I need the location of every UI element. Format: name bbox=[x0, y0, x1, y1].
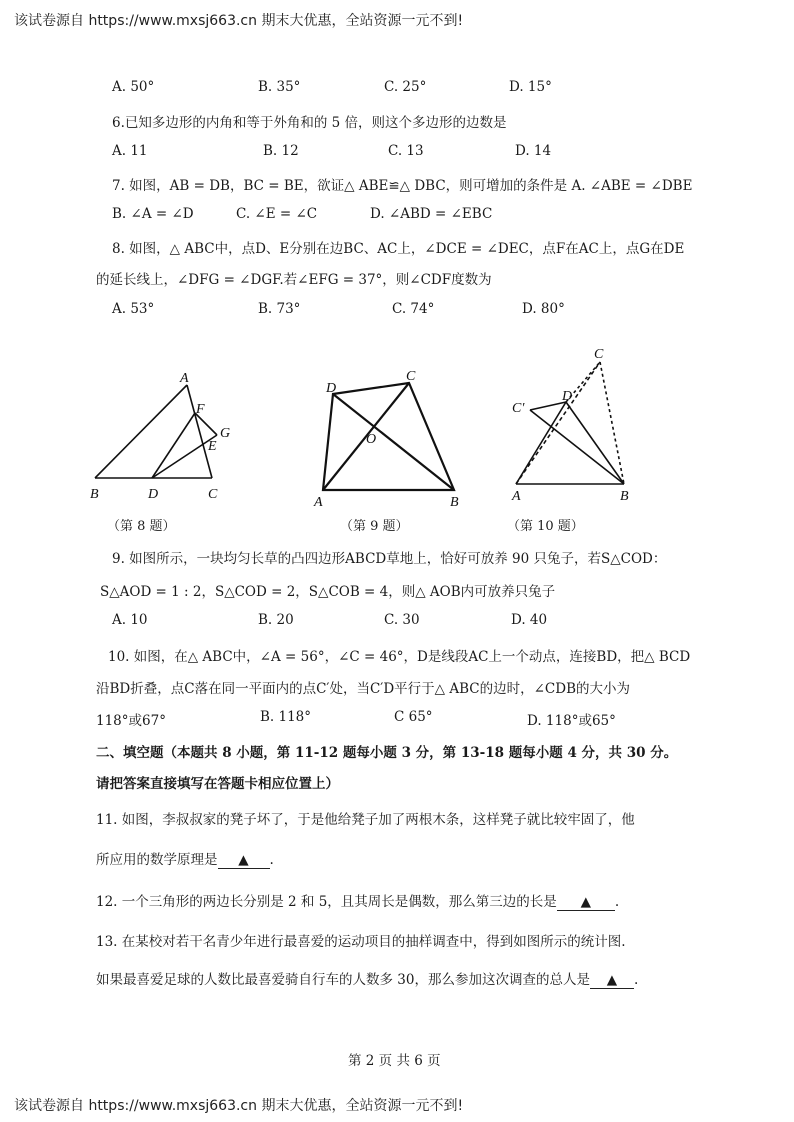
q7-option-c: C. ∠E = ∠C bbox=[236, 206, 318, 222]
question-6-text: 6.已知多边形的内角和等于外角和的 5 倍，则这个多边形的边数是 bbox=[112, 115, 507, 131]
q9-option-b: B. 20 bbox=[258, 612, 294, 628]
fig8-label-f: F bbox=[196, 402, 205, 417]
q6-option-c: C. 13 bbox=[388, 143, 424, 159]
question-12: 12. 一个三角形的两边长分别是 2 和 5，且其周长是偶数，那么第三边的长是 ▲ . bbox=[96, 894, 620, 910]
fig9-label-a: A bbox=[314, 495, 323, 510]
fig9-label-d: D bbox=[326, 381, 337, 396]
watermark-top: 该试卷源自 https://www.mxsj663.cn 期末大优惠，全站资源一元不到! bbox=[14, 13, 464, 29]
question-9-line1: 9. 如图所示，一块均匀长草的凸四边形ABCD草地上，恰好可放养 90 只兔子，若S△COD： bbox=[112, 551, 667, 567]
fig10-label-c-prime: C′ bbox=[512, 401, 525, 416]
q10-option-c: C 65° bbox=[394, 709, 433, 725]
question-10-line1: 10. 如图，在△ ABC中，∠A = 56°，∠C = 46°，D是线段AC上一个动点，连接BD，把△ BCD bbox=[108, 649, 691, 665]
section-2-instruction: 请把答案直接填写在答题卡相应位置上） bbox=[96, 776, 339, 792]
question-11-line1: 11. 如图，李叔叔家的凳子坏了，于是他给凳子加了两根木条，这样凳子就比较牢固了，他 bbox=[96, 812, 635, 828]
question-9-line2: S△AOD = 1 : 2，S△COD = 2，S△COB = 4，则△ AOB内可放养只兔子 bbox=[100, 584, 556, 600]
question-13-text: 如果最喜爱足球的人数比最喜爱骑自行车的人数多 30，那么参加这次调查的总人是 bbox=[96, 972, 590, 988]
q5-option-d: D. 15° bbox=[509, 79, 552, 95]
q10-option-b: B. 118° bbox=[260, 709, 312, 725]
fig8-label-d: D bbox=[148, 487, 159, 502]
question-8-line2: 的延长线上，∠DFG = ∠DGF.若∠EFG = 37°，则∠CDF度数为 bbox=[96, 272, 492, 288]
fig8-label-b: B bbox=[90, 487, 99, 502]
question-13-line2: 如果最喜爱足球的人数比最喜爱骑自行车的人数多 30，那么参加这次调查的总人是 ▲ . bbox=[96, 972, 639, 988]
q5-option-a: A. 50° bbox=[112, 79, 155, 95]
q6-option-b: B. 12 bbox=[263, 143, 299, 159]
fig8-label-e: E bbox=[208, 439, 217, 454]
q10-option-d: D. 118°或65° bbox=[527, 713, 616, 729]
q10-option-a: 118°或67° bbox=[96, 713, 166, 729]
q8-option-b: B. 73° bbox=[258, 301, 301, 317]
q6-option-a: A. 11 bbox=[112, 143, 148, 159]
fig9-label-o: O bbox=[366, 432, 377, 447]
fig9-label-b: B bbox=[450, 495, 459, 510]
fig8-label-c: C bbox=[208, 487, 218, 502]
q7-option-b: B. ∠A = ∠D bbox=[112, 206, 194, 222]
fig8-label-a: A bbox=[180, 371, 189, 386]
q5-option-b: B. 35° bbox=[258, 79, 301, 95]
figure-9-caption: （第 9 题） bbox=[340, 519, 409, 534]
q5-option-c: C. 25° bbox=[384, 79, 427, 95]
q11-answer-blank[interactable]: ▲ bbox=[218, 852, 270, 869]
fig8-label-g: G bbox=[220, 426, 231, 441]
fig10-label-b: B bbox=[620, 489, 629, 504]
figure-9 bbox=[308, 368, 478, 513]
q9-option-c: C. 30 bbox=[384, 612, 420, 628]
section-2-heading: 二、填空题（本题共 8 小题，第 11-12 题每小题 3 分，第 13-18 题每小题 4 分，共 30 分。 bbox=[96, 745, 678, 761]
figure-10 bbox=[500, 342, 650, 512]
q6-option-d: D. 14 bbox=[515, 143, 552, 159]
fig9-label-c: C bbox=[406, 369, 416, 384]
q9-option-a: A. 10 bbox=[112, 612, 148, 628]
fig10-label-a: A bbox=[512, 489, 521, 504]
fig10-label-c: C bbox=[594, 347, 604, 362]
figure-8-caption: （第 8 题） bbox=[107, 519, 176, 534]
watermark-bottom: 该试卷源自 https://www.mxsj663.cn 期末大优惠，全站资源一元不到! bbox=[14, 1098, 464, 1114]
figure-10-caption: （第 10 题） bbox=[507, 519, 584, 534]
figure-8 bbox=[80, 365, 250, 515]
q13-answer-blank[interactable]: ▲ bbox=[590, 972, 634, 989]
page-footer: 第 2 页 共 6 页 bbox=[348, 1053, 441, 1069]
question-11-line2: 所应用的数学原理是 ▲ . bbox=[96, 852, 274, 868]
question-12-text: 12. 一个三角形的两边长分别是 2 和 5，且其周长是偶数，那么第三边的长是 bbox=[96, 894, 557, 910]
q7-option-d: D. ∠ABD = ∠EBC bbox=[370, 206, 493, 222]
q12-answer-blank[interactable]: ▲ bbox=[557, 894, 615, 911]
q9-option-d: D. 40 bbox=[511, 612, 548, 628]
question-7-text: 7. 如图，AB = DB，BC = BE，欲证△ ABE≌△ DBC，则可增加的条件是 A. ∠ABE = ∠DBE bbox=[112, 178, 693, 194]
question-13-line1: 13. 在某校对若干名青少年进行最喜爱的运动项目的抽样调查中，得到如图所示的统计图. bbox=[96, 934, 626, 950]
q8-option-d: D. 80° bbox=[522, 301, 565, 317]
question-11-text: 所应用的数学原理是 bbox=[96, 852, 218, 868]
question-8-line1: 8. 如图，△ ABC中，点D、E分别在边BC、AC上，∠DCE = ∠DEC，点F在AC上，点G在DE bbox=[112, 241, 685, 257]
q8-option-a: A. 53° bbox=[112, 301, 155, 317]
question-10-line2: 沿BD折叠，点C落在同一平面内的点C′处，当C′D平行于△ ABC的边时，∠CDB的大小为 bbox=[96, 681, 630, 697]
fig10-label-d: D bbox=[562, 389, 573, 404]
q8-option-c: C. 74° bbox=[392, 301, 435, 317]
